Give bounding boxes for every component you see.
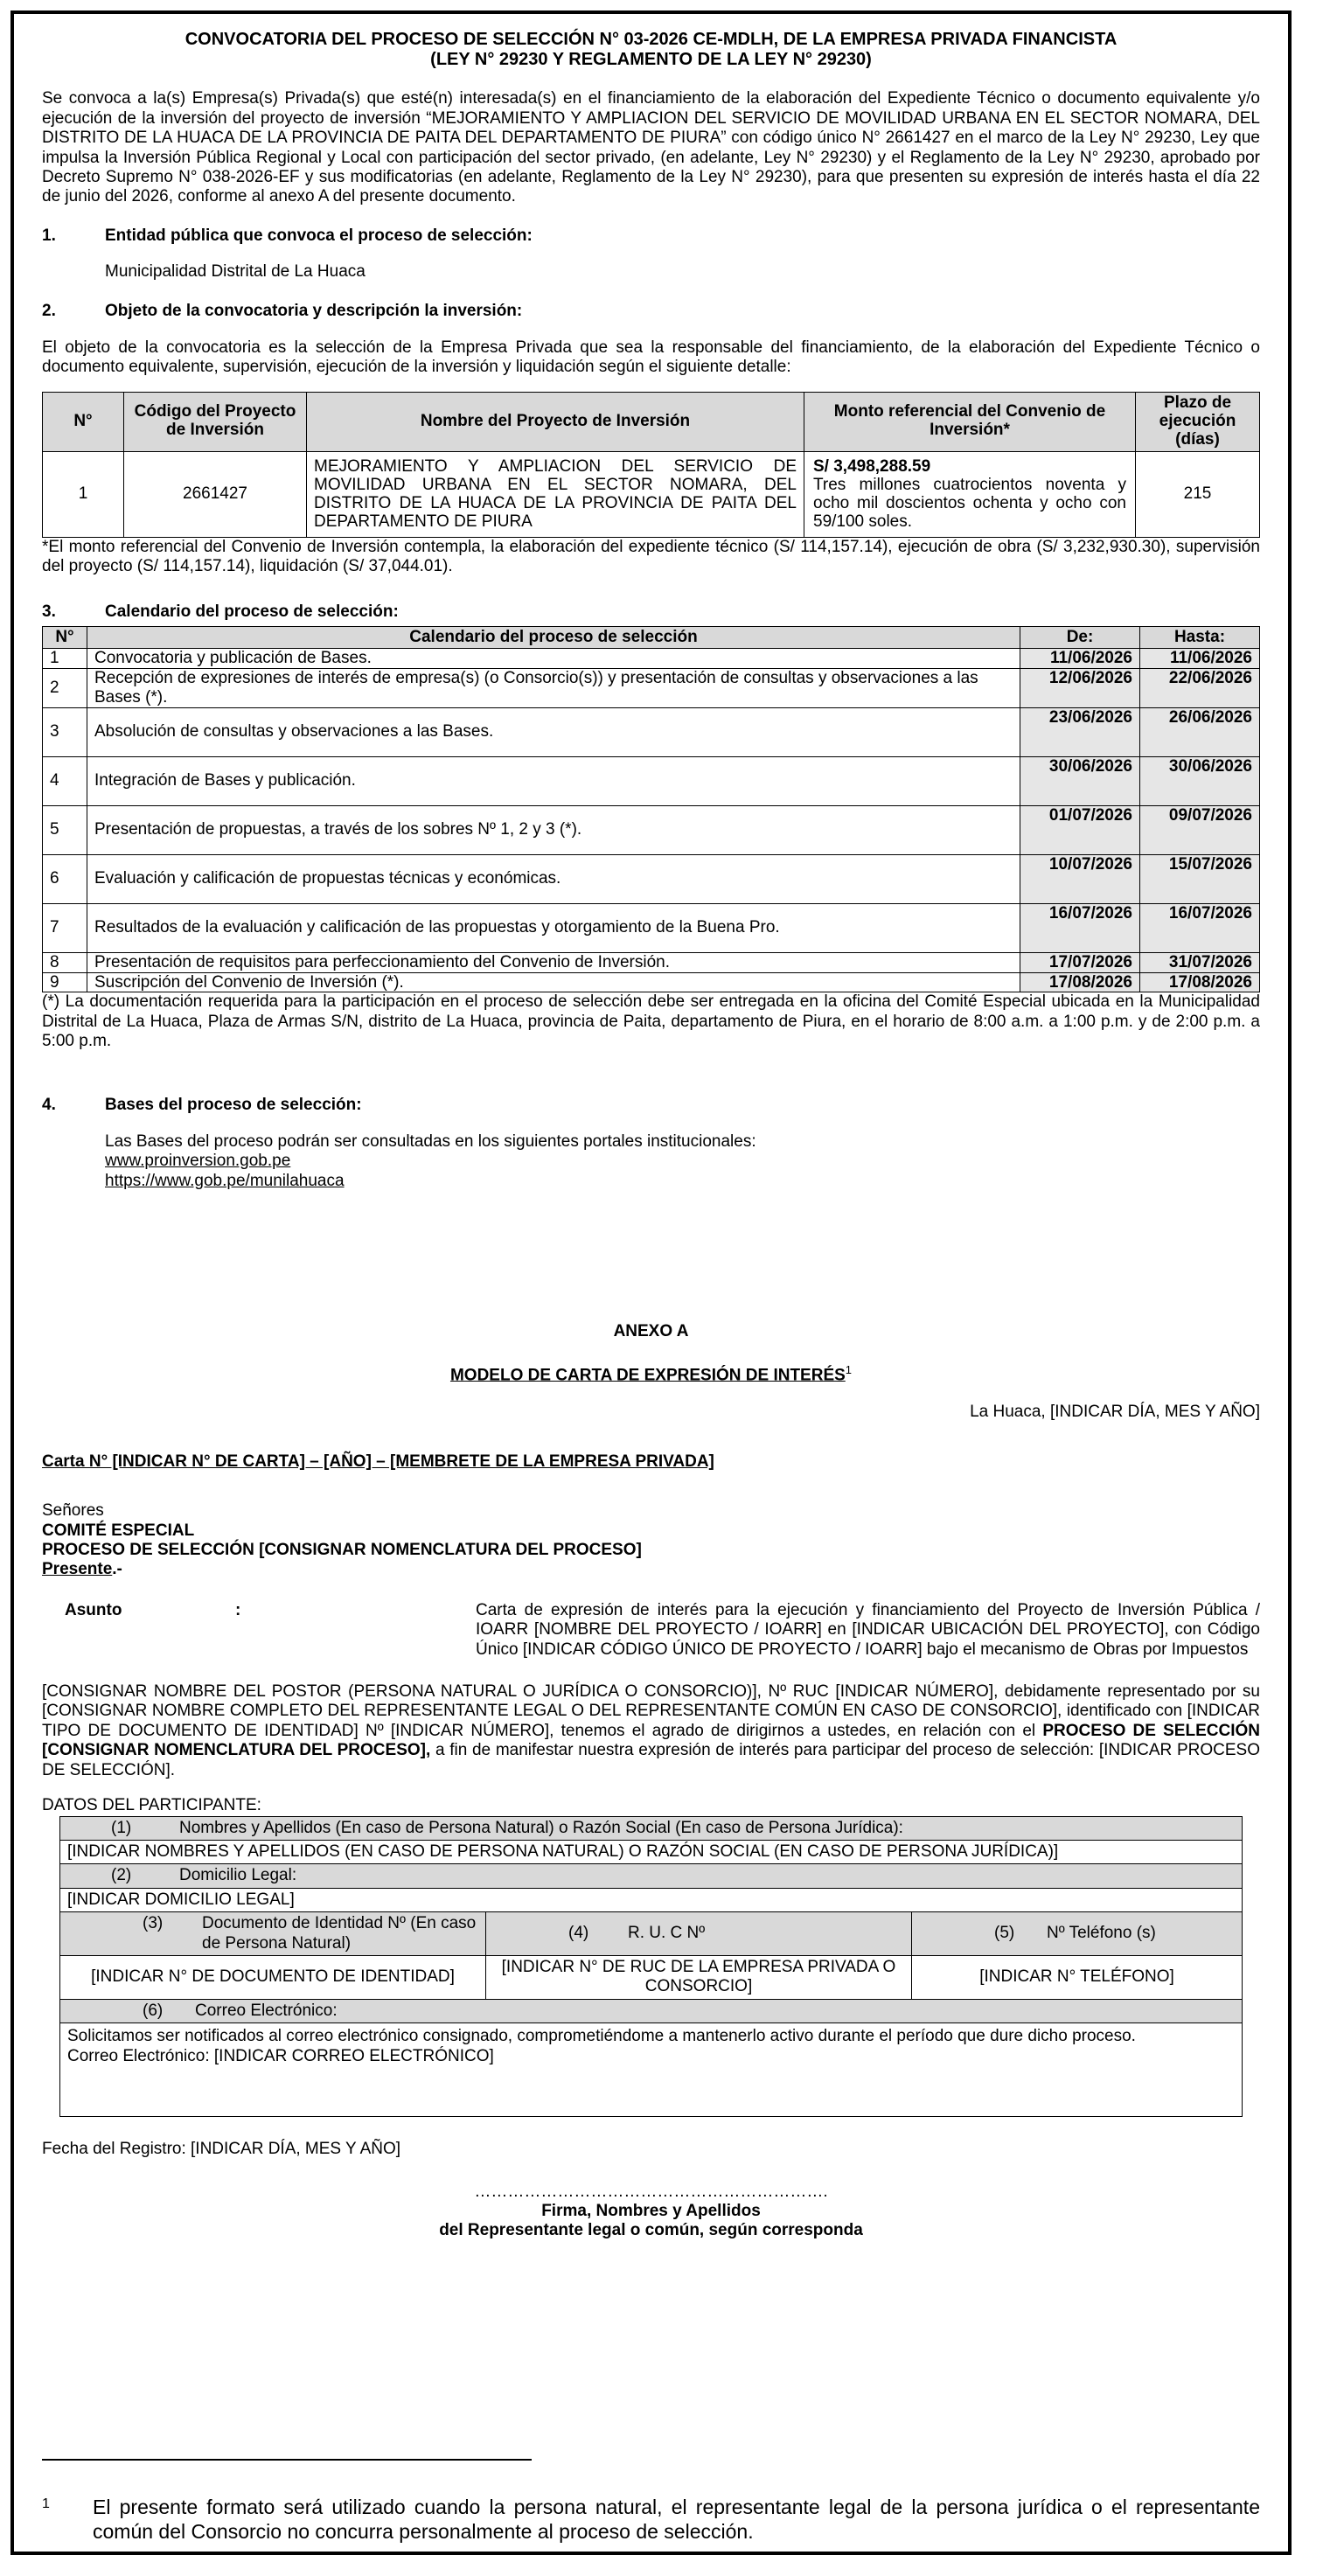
row-amount-words: Tres millones cuatrocientos noventa y ocho mil doscientos ochenta y ocho con 59/100 soles. (813, 475, 1126, 532)
participant-form (59, 1816, 1243, 2118)
header-title: CONVOCATORIA DEL PROCESO DE SELECCIÓN N° 03-2026 CE-MDLH, DE LA EMPRESA PRIVADA FINANCISTA (185, 30, 1118, 49)
form-field-4-label: R. U. C Nº (628, 1924, 706, 1943)
form-field-2-label: Domicilio Legal: (179, 1866, 297, 1885)
footnote-separator (42, 2459, 532, 2461)
col-amount: Monto referencial del Convenio de Inversión* (804, 392, 1136, 451)
letter-body-bold: PROCESO DE SELECCIÓN [CONSIGNAR NOMENCLATURA DEL PROCESO], (42, 1721, 1260, 1760)
addressee-presente-suffix: .- (112, 1560, 122, 1579)
form-field-3-label: Documento de Identidad Nº (En caso de Persona Natural) (202, 1914, 477, 1953)
addressee-senores: Señores (42, 1501, 104, 1521)
cal-row-to: 30/06/2026 (1140, 756, 1260, 805)
addressee-process: PROCESO DE SELECCIÓN [CONSIGNAR NOMENCLATURA DEL PROCESO] (42, 1541, 642, 1560)
cal-row-desc: Presentación de propuestas, a través de los sobres Nº 1, 2 y 3 (*). (87, 805, 1020, 854)
email-value: Correo Electrónico: [INDICAR CORREO ELECTRÓNICO] (67, 2046, 494, 2065)
cal-row-number: 1 (43, 649, 87, 669)
header-subtitle: (LEY N° 29230 Y REGLAMENTO DE LA LEY N° 29230) (430, 50, 872, 70)
cal-row-number: 5 (43, 805, 87, 854)
col-name: Nombre del Proyecto de Inversión (307, 392, 804, 451)
cal-row-to: 15/07/2026 (1140, 854, 1260, 903)
annex-title: ANEXO A (613, 1322, 689, 1341)
cal-row-number: 2 (43, 669, 87, 708)
section-2-number: 2. (42, 301, 56, 320)
form-field-6-label: Correo Electrónico: (195, 2001, 338, 2020)
asunto-colon: : (235, 1600, 241, 1619)
document-header (42, 30, 1260, 70)
name-field[interactable]: [INDICAR NOMBRES Y APELLIDOS (EN CASO DE PERSONA NATURAL) O RAZÓN SOCIAL (EN CASO DE PERSONA JURÍDICA)] (60, 1840, 1243, 1863)
cal-row-to: 22/06/2026 (1140, 669, 1260, 708)
row-name: MEJORAMIENTO Y AMPLIACION DEL SERVICIO DE MOVILIDAD URBANA EN EL SECTOR NOMARA, DEL DISTRITO DE LA HUACA DE LA PROVINCIA DE PAITA DEL DEPARTAMENTO DE PIURA (307, 451, 804, 537)
section-4-heading (42, 1096, 1260, 1115)
form-field-5-label-cell (912, 1912, 1243, 1956)
section-3-heading (42, 602, 1260, 622)
section-1-heading (42, 226, 1260, 246)
calendar-header (43, 626, 1260, 648)
row-code: 2661427 (124, 451, 307, 537)
table-row (43, 451, 1260, 537)
cal-row-desc: Convocatoria y publicación de Bases. (87, 649, 1020, 669)
munilahuaca-link[interactable]: https://www.gob.pe/munilahuaca (105, 1171, 345, 1190)
form-field-5-label: Nº Teléfono (s) (1047, 1924, 1156, 1943)
section-3-note: (*) La documentación requerida para la participación en el proceso de selección debe ser entregada en la oficina del Comité Especial ubicada en la Municipalidad Distrital de La Huaca, Plaza de Armas S/N, distrito de La Huaca, provincia de Paita, departamento de Piura, en el horario de 8:00 a.m. a 1:00 p.m. y de 2:00 p.m. a 5:00 p.m. (42, 992, 1260, 1051)
letter-body-part2: a fin de manifestar nuestra expresión de interés para participar del proceso de selección: [INDICAR PROCESO DE SELECCIÓN]. (42, 1741, 1260, 1779)
cal-row-desc: Resultados de la evaluación y calificación de las propuestas y otorgamiento de la Buena Pro. (87, 903, 1020, 952)
row-days: 215 (1136, 451, 1260, 537)
col-days: Plazo de ejecución (días) (1136, 392, 1260, 451)
section-1-title: Entidad pública que convoca el proceso de selección: (105, 226, 533, 245)
form-field-1-label-cell (60, 1816, 1243, 1840)
calendar-row (43, 649, 1260, 669)
section-3-number: 3. (42, 602, 56, 622)
cal-row-from: 17/08/2026 (1020, 972, 1140, 992)
annex-subtitle-line (42, 1363, 1260, 1386)
cal-col-number: N° (43, 626, 87, 648)
address-field[interactable]: [INDICAR DOMICILIO LEGAL] (60, 1888, 1243, 1911)
cal-row-from: 11/06/2026 (1020, 649, 1140, 669)
project-table (42, 392, 1260, 538)
registration-date: Fecha del Registro: [INDICAR DÍA, MES Y AÑO] (42, 2140, 401, 2159)
form-row-6-label (60, 1999, 1243, 2023)
section-1-body: Municipalidad Distrital de La Huaca (105, 262, 366, 282)
cal-row-from: 30/06/2026 (1020, 756, 1140, 805)
letter-body (42, 1682, 1260, 1780)
row-amount-cell (804, 451, 1136, 537)
form-row-2-value (60, 1888, 1243, 1911)
cal-col-to: Hasta: (1140, 626, 1260, 648)
letter-body-part1: [CONSIGNAR NOMBRE DEL POSTOR (PERSONA NATURAL O JURÍDICA O CONSORCIO)], Nº RUC [INDICAR NÚMERO], debidamente representado por su [CONSIGNAR NOMBRE COMPLETO DEL REPRESENTANTE LEGAL O DEL REPRESENTANTE COMÚN EN CASO DE CONSORCIO], identificado con [INDICAR TIPO DE DOCUMENTO DE IDENTIDAD] Nº [INDICAR NÚMERO], tenemos el agrado de dirigirnos a ustedes, en relación con el (42, 1682, 1260, 1740)
participant-data-label: DATOS DEL PARTICIPANTE: (42, 1796, 261, 1815)
cal-row-to: 26/06/2026 (1140, 707, 1260, 756)
proinversion-link[interactable]: www.proinversion.gob.pe (105, 1152, 291, 1171)
form-field-6-number: (6) (143, 2001, 164, 2020)
cal-row-from: 12/06/2026 (1020, 669, 1140, 708)
cal-row-from: 01/07/2026 (1020, 805, 1140, 854)
cal-row-desc: Suscripción del Convenio de Inversión (*). (87, 972, 1020, 992)
cal-row-desc: Presentación de requisitos para perfeccionamiento del Convenio de Inversión. (87, 952, 1020, 972)
section-4-title: Bases del proceso de selección: (105, 1095, 362, 1114)
cal-row-to: 17/08/2026 (1140, 972, 1260, 992)
cal-row-number: 6 (43, 854, 87, 903)
form-row-1-label (60, 1816, 1243, 1840)
form-field-3-number: (3) (143, 1914, 164, 1933)
signature-block (42, 2183, 1260, 2241)
section-2-title: Objeto de la convocatoria y descripción la inversión: (105, 301, 523, 320)
calendar-row (43, 854, 1260, 903)
cal-row-desc: Recepción de expresiones de interés de empresa(s) (o Consorcio(s)) y presentación de consultas y observaciones a las Bases (*). (87, 669, 1020, 708)
asunto-block (42, 1601, 1260, 1660)
section-4-number: 4. (42, 1095, 56, 1114)
form-row-1-value (60, 1840, 1243, 1863)
cal-col-desc: Calendario del proceso de selección (87, 626, 1020, 648)
section-2-heading (42, 302, 1260, 321)
section-3-title: Calendario del proceso de selección: (105, 602, 399, 622)
calendar-row (43, 756, 1260, 805)
calendar-row (43, 972, 1260, 992)
asunto-text: Carta de expresión de interés para la ejecución y financiamiento del Proyecto de Inversión Pública / IOARR [NOMBRE DEL PROYECTO / IOARR] en [INDICAR UBICACIÓN DEL PROYECTO], con Código Único [INDICAR CÓDIGO ÚNICO DE PROYECTO / IOARR] bajo el mecanismo de Obras por Impuestos (476, 1600, 1260, 1659)
cal-row-desc: Evaluación y calificación de propuestas técnicas y económicas. (87, 854, 1020, 903)
form-field-3-label-cell (60, 1912, 486, 1956)
footnote-text: El presente formato será utilizado cuando la persona natural, el representante legal de la persona jurídica o el representante común del Consorcio no concurra personalmente al proceso de selección. (93, 2496, 1260, 2543)
footnote (42, 2496, 1260, 2544)
cal-row-to: 11/06/2026 (1140, 649, 1260, 669)
calendar-row (43, 805, 1260, 854)
cal-col-from: De: (1020, 626, 1140, 648)
signature-line: ………………………………………………………. (474, 2182, 828, 2201)
form-field-5-number: (5) (994, 1924, 1015, 1943)
row-amount: S/ 3,498,288.59 (813, 456, 931, 476)
cal-row-desc: Integración de Bases y publicación. (87, 756, 1020, 805)
identity-document-field[interactable]: [INDICAR N° DE DOCUMENTO DE IDENTIDAD] (60, 1955, 486, 1999)
col-code: Código del Proyecto de Inversión (124, 392, 307, 451)
row-number: 1 (43, 451, 124, 537)
form-field-4-label-cell (486, 1912, 912, 1956)
form-row-3-labels (60, 1912, 1243, 1956)
section-4-text: Las Bases del proceso podrán ser consultadas en los siguientes portales institucionales: (105, 1132, 756, 1152)
cal-row-from: 16/07/2026 (1020, 903, 1140, 952)
cal-row-number: 3 (43, 707, 87, 756)
form-field-2-label-cell (60, 1864, 1243, 1888)
cal-row-from: 17/07/2026 (1020, 952, 1140, 972)
signature-label-1: Firma, Nombres y Apellidos (541, 2201, 761, 2220)
form-row-2-label (60, 1864, 1243, 1888)
cal-row-number: 7 (43, 903, 87, 952)
section-1-number: 1. (42, 226, 56, 245)
section-2-body: El objeto de la convocatoria es la selección de la Empresa Privada que sea la responsable del financiamiento, de la elaboración del Expediente Técnico o documento equivalente, supervisión, ejecución de la inversión y liquidación según el siguiente detalle: (42, 338, 1260, 377)
form-field-4-number: (4) (568, 1924, 589, 1943)
addressee-presente: Presente (42, 1560, 113, 1579)
phone-field[interactable]: [INDICAR N° TELÉFONO] (912, 1955, 1243, 1999)
form-field-2-number: (2) (111, 1866, 132, 1885)
col-number: N° (43, 392, 124, 451)
intro-paragraph: Se convoca a la(s) Empresa(s) Privada(s) que esté(n) interesada(s) en el financiamiento de la elaboración del Expediente Técnico o documento equivalente y/o ejecución de la inversión del proyecto de inversión “MEJORAMIENTO Y AMPLIACION DEL SERVICIO DE MOVILIDAD URBANA EN EL SECTOR NOMARA, DEL DISTRITO DE LA HUACA DE LA PROVINCIA DE PAITA DEL DEPARTAMENTO DE PIURA” con código único N° 2661427 en el marco de la Ley N° 29230, Ley que impulsa la Inversión Pública Regional y Local con participación del sector privado, (en adelante, Ley N° 29230) y el Reglamento de la Ley N° 29230, aprobado por Decreto Supremo N° 038-2026-EF y sus modificatorias (en adelante, Reglamento de la Ley N° 29230), para que presenten su expresión de interés hasta el día 22 de junio del 2026, conforme al anexo A del presente documento. (42, 89, 1260, 206)
footnote-ref: 1 (845, 1362, 853, 1376)
email-consent-text: Solicitamos ser notificados al correo electrónico consignado, comprometiéndome a mantenerlo activo durante el período que dure dicho proceso. (67, 2027, 1136, 2046)
cal-row-number: 4 (43, 756, 87, 805)
calendar-row (43, 952, 1260, 972)
cal-row-number: 8 (43, 952, 87, 972)
addressee-block (42, 1501, 1260, 1580)
section-4-body (42, 1132, 1260, 1191)
cal-row-to: 31/07/2026 (1140, 952, 1260, 972)
project-table-header (43, 392, 1260, 451)
calendar-table (42, 626, 1260, 993)
signature-label-2: del Representante legal o común, según corresponda (439, 2221, 863, 2240)
addressee-committee: COMITÉ ESPECIAL (42, 1521, 195, 1540)
cal-row-to: 16/07/2026 (1140, 903, 1260, 952)
cal-row-from: 10/07/2026 (1020, 854, 1140, 903)
cal-row-from: 23/06/2026 (1020, 707, 1140, 756)
letter-number: Carta N° [INDICAR N° DE CARTA] – [AÑO] – [MEMBRETE DE LA EMPRESA PRIVADA] (42, 1452, 714, 1471)
annex-subtitle: MODELO DE CARTA DE EXPRESIÓN DE INTERÉS (449, 1366, 846, 1384)
form-row-6-value (60, 2023, 1243, 2117)
place-date: La Huaca, [INDICAR DÍA, MES Y AÑO] (970, 1403, 1260, 1422)
ruc-field[interactable]: [INDICAR N° DE RUC DE LA EMPRESA PRIVADA O CONSORCIO] (486, 1955, 912, 1999)
cal-row-number: 9 (43, 972, 87, 992)
addressee-presente-line (42, 1560, 1260, 1579)
cal-row-desc: Absolución de consultas y observaciones a las Bases. (87, 707, 1020, 756)
participant-form-wrapper (42, 1816, 1260, 2118)
email-field[interactable] (60, 2023, 1243, 2117)
asunto-label: Asunto (65, 1600, 122, 1619)
calendar-row (43, 669, 1260, 708)
form-row-3-values (60, 1955, 1243, 1999)
calendar-row (43, 707, 1260, 756)
form-field-6-label-cell (60, 1999, 1243, 2023)
cal-row-to: 09/07/2026 (1140, 805, 1260, 854)
section-2-note: *El monto referencial del Convenio de Inversión contempla, la elaboración del expediente técnico (S/ 114,157.14), ejecución de obra (S/ 3,232,930.30), supervisión del proyecto (S/ 114,157.14), liquidación (S/ 37,044.01). (42, 537, 1260, 575)
form-field-1-label: Nombres y Apellidos (En caso de Persona Natural) o Razón Social (En caso de Persona Jurídica): (179, 1818, 903, 1837)
document-page (10, 10, 1292, 2555)
form-field-1-number: (1) (111, 1818, 132, 1837)
footnote-number: 1 (42, 2496, 50, 2511)
calendar-row (43, 903, 1260, 952)
